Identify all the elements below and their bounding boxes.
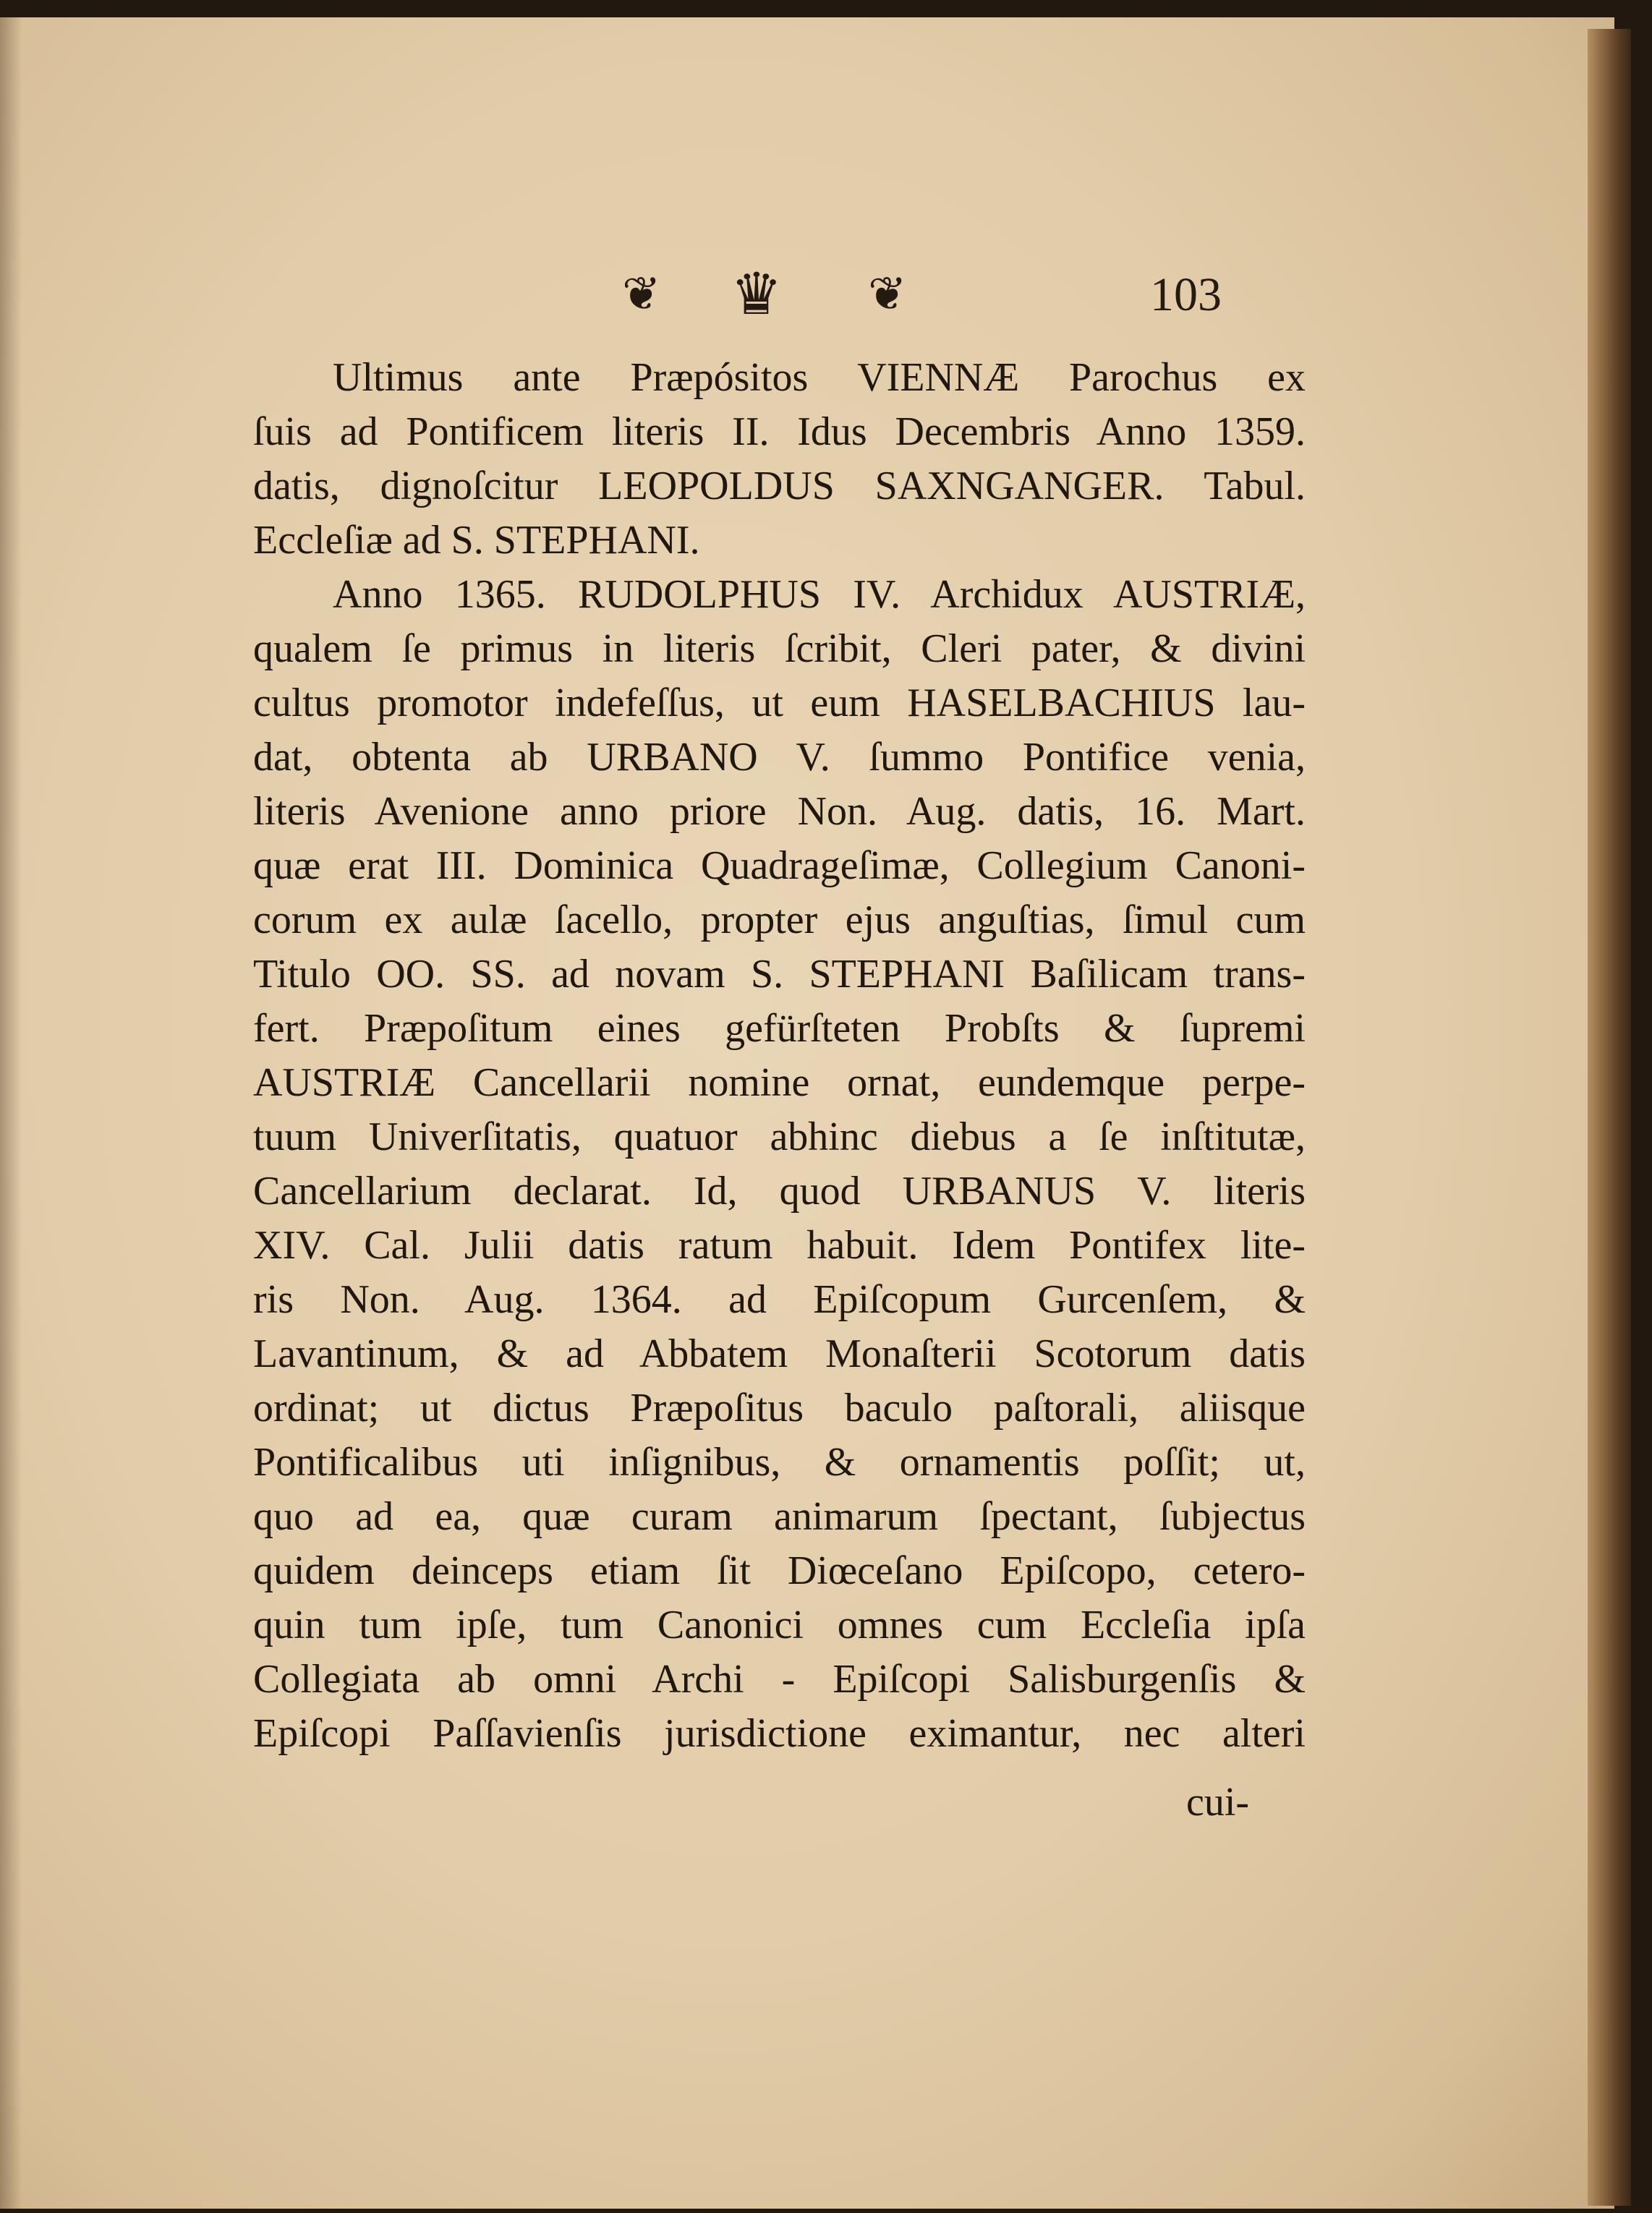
text-line: literis Avenione anno priore Non. Aug. datis, 16. Mart. [253, 789, 1306, 834]
text-line: quo ad ea, quæ curam animarum ſpectant, ſubjectus [253, 1494, 1306, 1539]
text-line: Collegiata ab omni Archi - Epiſcopi Salisburgenſis & [253, 1657, 1306, 1702]
page-number: 103 [1150, 268, 1222, 321]
text-line: corum ex aulæ ſacello, propter ejus anguſtias, ſimul cum [253, 897, 1306, 942]
page-edge [1588, 29, 1631, 2206]
text-line: ſuis ad Pontificem literis II. Idus Decembris Anno 1359. [253, 409, 1306, 454]
text-line: Ultimus ante Præpósitos VIENNÆ Parochus ex [333, 355, 1306, 400]
spine-shadow [0, 17, 22, 2209]
running-head [579, 239, 1273, 328]
crown-icon: ♛ [731, 260, 783, 328]
text-line: cultus promotor indefeſſus, ut eum HASELBACHIUS lau- [253, 681, 1306, 725]
text-line: quin tum ipſe, tum Canonici omnes cum Eccleſia ipſa [253, 1603, 1306, 1647]
text-line: quæ erat III. Dominica Quadrageſimæ, Collegium Canoni- [253, 843, 1306, 888]
text-line: Anno 1365. RUDOLPHUS IV. Archidux AUSTRIÆ, [333, 572, 1306, 617]
text-line: ordinat; ut dictus Præpoſitus baculo paſtorali, aliisque [253, 1386, 1306, 1430]
catchword: cui- [1186, 1780, 1250, 1825]
text-line: tuum Univerſitatis, quatuor abhinc diebus a ſe inſtitutæ, [253, 1114, 1306, 1159]
text-line: dat, obtenta ab URBANO V. ſummo Pontifice venia, [253, 735, 1306, 780]
fleuron-left-icon: ❦ [622, 268, 661, 321]
text-line: Titulo OO. SS. ad novam S. STEPHANI Baſilicam trans- [253, 952, 1306, 997]
text-line: fert. Præpoſitum eines gefürſteten Probſts & ſupremi [253, 1006, 1306, 1051]
text-line: quidem deinceps etiam ſit Diœceſano Epiſcopo, cetero- [253, 1548, 1306, 1593]
text-line: qualem ſe primus in literis ſcribit, Cleri pater, & divini [253, 626, 1306, 671]
text-line: ris Non. Aug. 1364. ad Epiſcopum Gurcenſem, & [253, 1277, 1306, 1322]
text-line: datis, dignoſcitur LEOPOLDUS SAXNGANGER. Tabul. [253, 464, 1306, 508]
text-line: Pontificalibus uti inſignibus, & ornamentis poſſit; ut, [253, 1440, 1306, 1485]
text-line: XIV. Cal. Julii datis ratum habuit. Idem Pontifex lite- [253, 1223, 1306, 1268]
text-line: Epiſcopi Paſſavienſis jurisdictione eximantur, nec alteri [253, 1711, 1306, 1756]
text-line: Eccleſiæ ad S. STEPHANI. [253, 518, 700, 563]
text-line: Lavantinum, & ad Abbatem Monaſterii Scotorum datis [253, 1331, 1306, 1376]
fleuron-right-icon: ❦ [868, 268, 907, 321]
text-line: Cancellarium declarat. Id, quod URBANUS V. literis [253, 1169, 1306, 1214]
text-line: AUSTRIÆ Cancellarii nomine ornat, eundemque perpe- [253, 1060, 1306, 1105]
body-text [253, 351, 1306, 1761]
